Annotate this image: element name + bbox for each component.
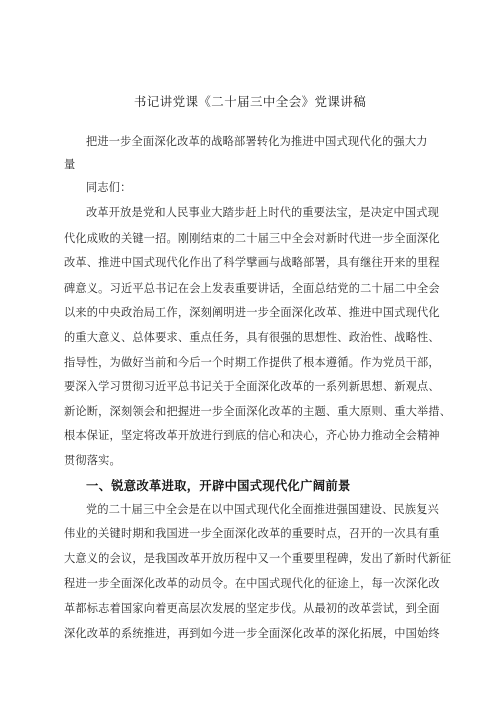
- paragraph-line: 碑意义。习近平总书记在会上发表重要讲话，全面总结党的二十届二中全会: [64, 282, 440, 295]
- salutation: 同志们：: [86, 181, 132, 194]
- paragraph-line: 改革、推进中国式现代化作出了科学擘画与战略部署，具有继往开来的里程: [64, 256, 440, 269]
- paragraph-line: 新论断，深刻领会和把握进一步全面深化改革的主题、重大原则、重大举措、: [64, 405, 452, 418]
- paragraph-line: 程进一步全面深化改革的动员令。在中国式现代化的征途上，每一次深化改: [64, 577, 440, 590]
- section-heading: 一、锐意改革进取，开辟中国式现代化广阔前景: [86, 479, 351, 493]
- paragraph-line: 深化改革的系统推进，再到如今进一步全面深化改革的深化拓展，中国始终: [64, 627, 440, 640]
- paragraph-line: 大意义的会议，是我国改革开放历程中又一个重要里程碑，发出了新时代新征: [64, 552, 452, 565]
- paragraph-line: 贯彻落实。: [64, 454, 121, 467]
- paragraph-line: 伟业的关键时期和我国进一步全面深化改革的重要时点，召开的一次具有重: [64, 527, 440, 540]
- paragraph-line: 根本保证，坚定将改革开放进行到底的信心和决心，齐心协力推动全会精神: [64, 429, 440, 442]
- paragraph-line: 改革开放是党和人民事业大踏步赶上时代的重要法宝，是决定中国式现: [86, 206, 440, 219]
- paragraph-line: 指导性，为做好当前和今后一个时期工作提供了根本遵循。作为党员干部，: [64, 356, 440, 369]
- document-title: 书记讲党课《二十届三中全会》党课讲稿: [133, 94, 367, 109]
- subtitle-line-2: 量: [64, 158, 76, 171]
- paragraph-line: 要深入学习贯彻习近平总书记关于全面深化改革的一系列新思想、新观点、: [64, 380, 440, 393]
- subtitle-line-1: 把进一步全面深化改革的战略部署转化为推进中国式现代化的强大力: [86, 135, 428, 148]
- paragraph-line: 的重大意义、总体要求、重点任务，具有很强的思想性、政治性、战略性、: [64, 331, 440, 344]
- paragraph-line: 代化成败的关键一招。刚刚结束的二十届三中全会对新时代进一步全面深化: [64, 232, 440, 245]
- paragraph-line: 革都标志着国家向着更高层次发展的坚定步伐。从最初的改革尝试，到全面: [64, 602, 440, 615]
- paragraph-line: 以来的中央政治局工作，深刻阐明进一步全面深化改革、推进中国式现代化: [64, 306, 440, 319]
- paragraph-line: 党的二十届三中全会是在以中国式现代化全面推进强国建设、民族复兴: [86, 503, 440, 516]
